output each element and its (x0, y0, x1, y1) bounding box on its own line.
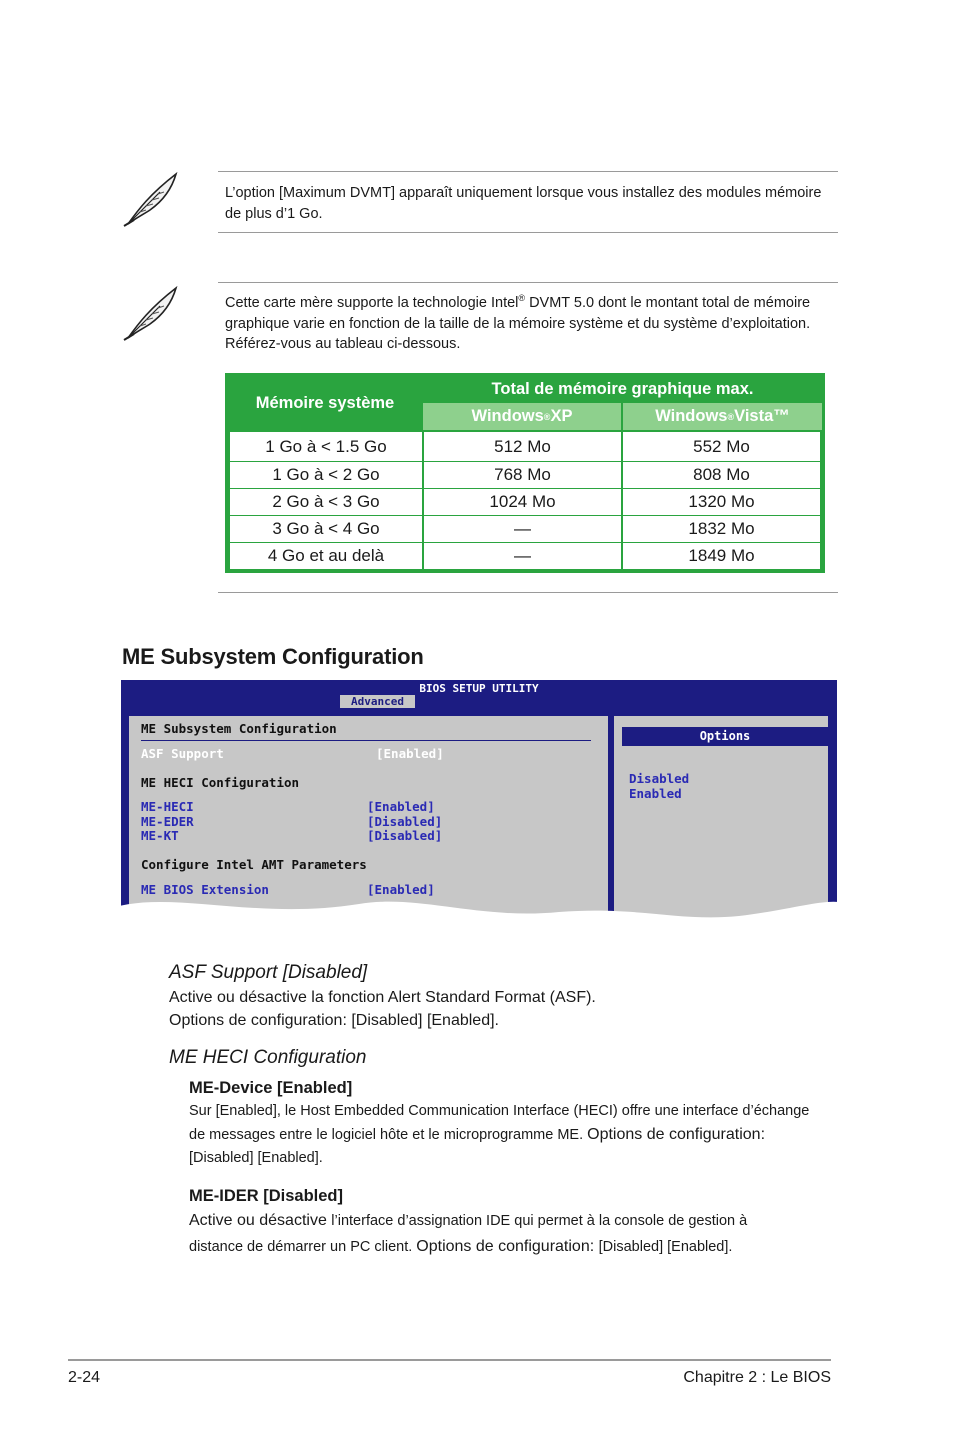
option-disabled[interactable]: Disabled (629, 771, 690, 786)
table-cell: 512 Mo (424, 432, 621, 461)
page-number: 2-24 (68, 1369, 101, 1386)
table-cell: 1 Go à < 2 Go (230, 462, 422, 488)
table-cell: 552 Mo (623, 432, 820, 461)
asf-support-options: Options de configuration: [Disabled] [Enabled]. (169, 1012, 499, 1029)
me-kt-value[interactable]: [Disabled] (367, 828, 443, 843)
asf-support-item[interactable]: ASF Support (141, 746, 224, 761)
torn-edge (119, 898, 839, 938)
graphics-memory-table (225, 373, 825, 573)
heci-config-title: ME HECI Configuration (169, 1047, 367, 1068)
me-bios-extension-value[interactable]: [Enabled] (367, 882, 435, 897)
note-bottom-rule (218, 592, 838, 593)
me-ider-description: Active ou désactive l’interface d’assignation IDE qui permet à la console de gestion à distance de démarrer un PC client. Options de configuration: [Disabled] [Enabled]. (189, 1212, 748, 1255)
me-kt-item[interactable]: ME-KT (141, 828, 179, 843)
bios-title-bar (121, 680, 837, 708)
me-device-title: ME-Device [Enabled] (189, 1079, 353, 1097)
tab-advanced[interactable]: Advanced (340, 695, 415, 708)
table-header-windows-vista: Windows ® Vista™ (623, 403, 822, 430)
me-heci-item[interactable]: ME-HECI (141, 799, 194, 814)
bios-screen (121, 680, 837, 932)
note-top-rule (218, 171, 838, 172)
me-eder-value[interactable]: [Disabled] (367, 814, 443, 829)
table-header-windows-xp: Windows ® XP (423, 403, 621, 430)
bios-heading-divider (141, 740, 591, 741)
footer-rule (68, 1359, 831, 1361)
asf-support-value[interactable]: [Enabled] (376, 746, 444, 761)
table-cell: 1320 Mo (623, 489, 820, 515)
table-cell: 1 Go à < 1.5 Go (230, 432, 422, 461)
me-heci-value[interactable]: [Enabled] (367, 799, 435, 814)
me-bios-extension-item[interactable]: ME BIOS Extension (141, 882, 269, 897)
me-device-description: Sur [Enabled], le Host Embedded Communication Interface (HECI) offre une interface d’échange de messages entre le logiciel hôte et le microprogramme ME. Options de configuration: [Disabled] [Enabled]. (189, 1103, 810, 1166)
table-cell: 768 Mo (424, 462, 621, 488)
note-text-dvmt: L’option [Maximum DVMT] apparaît uniquement lorsque vous installez des modules mémoire de plus d’1 Go. (225, 185, 822, 222)
me-eder-item[interactable]: ME-EDER (141, 814, 194, 829)
table-cell: 4 Go et au delà (230, 543, 422, 569)
note-top-rule (218, 282, 838, 283)
table-header-total-graphics: Total de mémoire graphique max. (491, 380, 754, 398)
table-cell: 808 Mo (623, 462, 820, 488)
table-cell: — (424, 516, 621, 542)
note-bottom-rule (218, 232, 838, 233)
note-text-intel-dvmt: Cette carte mère supporte la technologie Intel® DVMT 5.0 dont le montant total de mémoire graphique varie en fonction de la taille de la mémoire système et du système d’exploitation. Référez-vous au tableau ci-dessous. (225, 293, 811, 352)
asf-support-title: ASF Support [Disabled] (169, 962, 368, 983)
table-cell: — (424, 543, 621, 569)
bios-panel-heading: ME Subsystem Configuration (141, 721, 337, 736)
asf-support-description: Active ou désactive la fonction Alert Standard Format (ASF). (169, 989, 596, 1006)
table-cell: 1849 Mo (623, 543, 820, 569)
amt-params-heading: Configure Intel AMT Parameters (141, 857, 367, 872)
heci-config-heading: ME HECI Configuration (141, 775, 300, 790)
me-ider-title: ME-IDER [Disabled] (189, 1187, 344, 1205)
table-cell: 1832 Mo (623, 516, 820, 542)
bios-title: BIOS SETUP UTILITY (419, 682, 539, 695)
option-enabled[interactable]: Enabled (629, 786, 682, 801)
table-cell: 3 Go à < 4 Go (230, 516, 422, 542)
table-header-system-memory: Mémoire système (255, 393, 395, 412)
table-cell: 2 Go à < 3 Go (230, 489, 422, 515)
options-title: Options (622, 727, 828, 746)
table-cell: 1024 Mo (424, 489, 621, 515)
note-feather-icon (120, 170, 182, 228)
section-title: ME Subsystem Configuration (122, 644, 424, 669)
note-feather-icon (120, 284, 182, 342)
chapter-title: Chapitre 2 : Le BIOS (683, 1369, 831, 1386)
